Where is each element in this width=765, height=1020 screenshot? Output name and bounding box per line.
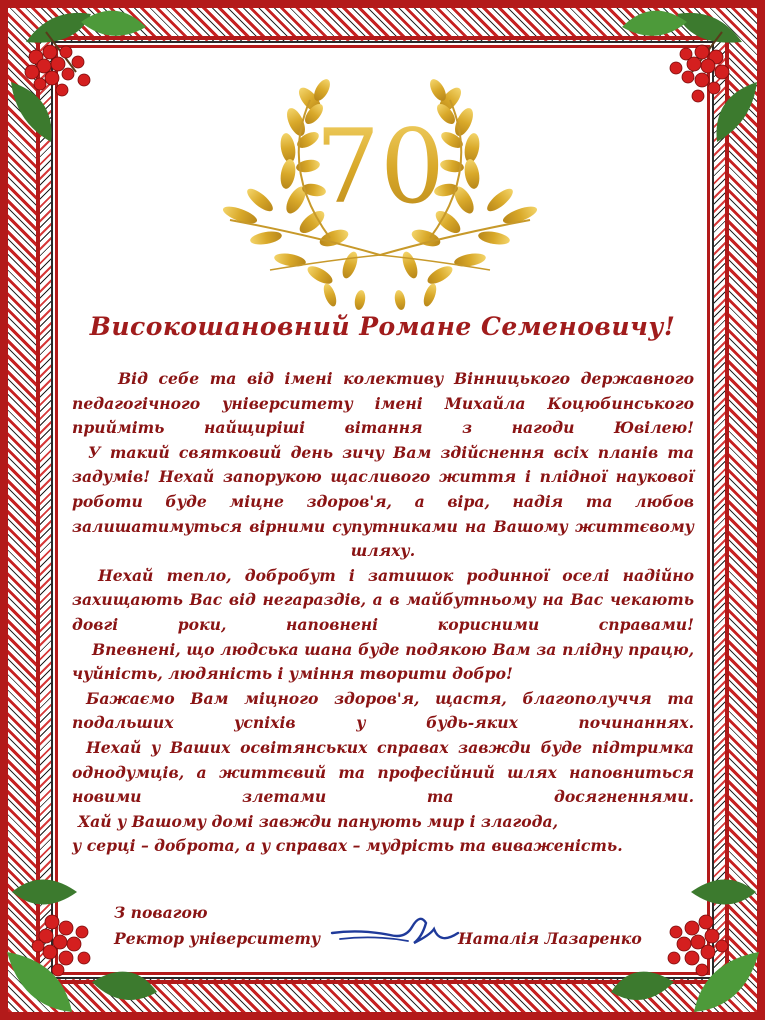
anniversary-number: 70 xyxy=(315,108,445,227)
laurel-wreath-emblem xyxy=(210,60,550,310)
greeting-heading: Високошановний Романе Семеновичу! xyxy=(89,312,676,341)
signer-name: Наталія Лазаренко xyxy=(458,929,642,948)
paragraph-home: Нехай тепло, добробут і затишок родинної оселі надійно захищають Вас від негараздів, а в майбутньому на Вас чекають довгі роки, наповнені корисними справами! xyxy=(72,565,694,634)
paragraph-heart: у серці – доброта, а у справах – мудрість та виваженість. xyxy=(72,836,623,856)
paragraph-health: Бажаємо Вам міцного здоров'я, щастя, благополуччя та подальших успіхів у будь-яких починаннях. xyxy=(72,688,694,733)
handwritten-signature xyxy=(330,905,460,954)
closing-text: З повагою xyxy=(114,903,208,922)
rowan-berries-icon xyxy=(6,2,156,152)
paragraph-support: Нехай у Ваших освітянських справах завжди буде підтримка однодумців, а життєвий та професійний шлях наповниться новими злетами та досягненнями. xyxy=(72,737,694,807)
paragraph-intro: Від себе та від імені колективу Вінницького державного педагогічного університету імені Михайла Коцюбинського прийміть найщиріші вітання з нагоди Ювілею! xyxy=(72,369,694,438)
paragraph-wishes: У такий святковий день зичу Вам здійснення всіх планів та задумів! Нехай запорукою щасливого життя і плідної наукової роботи буде міцне здоров'я, а віра, надія та любов залишатимуться вірними супутниками на Вашому життєвому xyxy=(72,442,694,536)
rowan-berries-icon xyxy=(612,2,762,152)
paragraph-peace: Хай у Вашому домі завжди панують мир і злагода, xyxy=(78,811,559,831)
letter-body xyxy=(72,367,694,859)
paragraph-wishes-end: шляху. xyxy=(350,541,416,561)
paragraph-respect: Впевнені, що людська шана буде подякою Вам за плідну працю, чуйність, людяність і уміння творити добро! xyxy=(72,639,694,684)
signer-title: Ректор університету xyxy=(114,929,321,948)
